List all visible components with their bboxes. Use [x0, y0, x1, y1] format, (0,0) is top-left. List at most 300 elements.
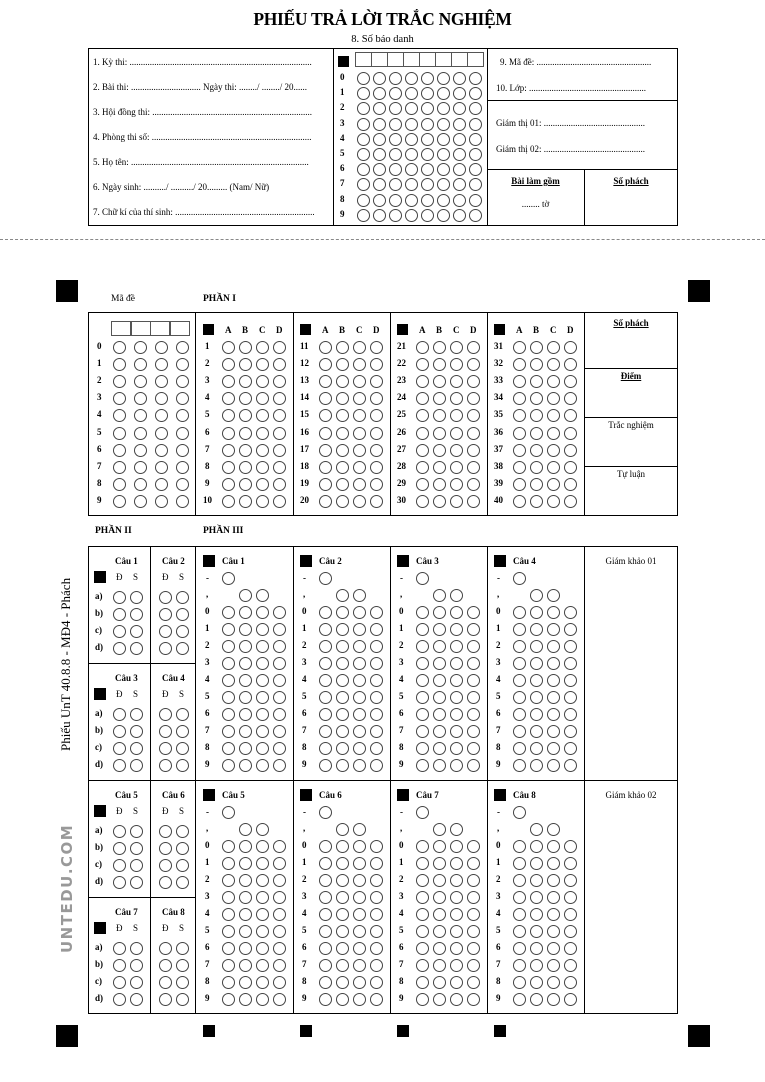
sbd-bubble[interactable] [373, 72, 386, 85]
answer-bubble[interactable] [239, 358, 252, 371]
digit-bubble[interactable] [450, 657, 463, 670]
digit-bubble[interactable] [222, 691, 235, 704]
digit-bubble[interactable] [319, 606, 332, 619]
digit-bubble[interactable] [467, 640, 480, 653]
digit-bubble[interactable] [273, 742, 286, 755]
answer-bubble[interactable] [530, 495, 543, 508]
digit-bubble[interactable] [256, 657, 269, 670]
digit-bubble[interactable] [353, 857, 366, 870]
digit-bubble[interactable] [273, 908, 286, 921]
digit-bubble[interactable] [273, 606, 286, 619]
sbd-bubble[interactable] [373, 133, 386, 146]
answer-bubble[interactable] [433, 358, 446, 371]
true-false-bubble[interactable] [130, 959, 143, 972]
digit-bubble[interactable] [319, 993, 332, 1006]
ma-de-bubble[interactable] [176, 478, 189, 491]
digit-bubble[interactable] [564, 742, 577, 755]
digit-bubble[interactable] [467, 708, 480, 721]
digit-bubble[interactable] [336, 674, 349, 687]
answer-bubble[interactable] [370, 444, 383, 457]
sbd-bubble[interactable] [357, 148, 370, 161]
digit-bubble[interactable] [222, 657, 235, 670]
digit-bubble[interactable] [564, 674, 577, 687]
digit-bubble[interactable] [256, 993, 269, 1006]
sbd-bubble[interactable] [357, 72, 370, 85]
digit-bubble[interactable] [433, 759, 446, 772]
digit-bubble[interactable] [416, 640, 429, 653]
digit-bubble[interactable] [416, 657, 429, 670]
answer-bubble[interactable] [564, 358, 577, 371]
ma-de-field[interactable]: 9. Mã đề: ................................................... [500, 57, 652, 67]
answer-bubble[interactable] [433, 478, 446, 491]
answer-bubble[interactable] [353, 427, 366, 440]
true-false-bubble[interactable] [130, 742, 143, 755]
answer-bubble[interactable] [256, 427, 269, 440]
digit-bubble[interactable] [319, 759, 332, 772]
ma-de-bubble[interactable] [113, 495, 126, 508]
digit-bubble[interactable] [450, 976, 463, 989]
answer-bubble[interactable] [273, 478, 286, 491]
true-false-bubble[interactable] [176, 591, 189, 604]
digit-bubble[interactable] [336, 908, 349, 921]
ma-de-bubble[interactable] [155, 341, 168, 354]
minus-bubble[interactable] [222, 806, 235, 819]
answer-bubble[interactable] [467, 461, 480, 474]
digit-bubble[interactable] [450, 606, 463, 619]
digit-bubble[interactable] [416, 942, 429, 955]
digit-bubble[interactable] [239, 959, 252, 972]
answer-bubble[interactable] [450, 495, 463, 508]
answer-bubble[interactable] [450, 427, 463, 440]
digit-bubble[interactable] [370, 606, 383, 619]
true-false-bubble[interactable] [176, 976, 189, 989]
digit-bubble[interactable] [239, 993, 252, 1006]
digit-bubble[interactable] [513, 640, 526, 653]
true-false-bubble[interactable] [176, 725, 189, 738]
digit-bubble[interactable] [353, 993, 366, 1006]
digit-bubble[interactable] [319, 891, 332, 904]
digit-bubble[interactable] [319, 691, 332, 704]
answer-bubble[interactable] [547, 358, 560, 371]
digit-bubble[interactable] [450, 874, 463, 887]
digit-bubble[interactable] [353, 640, 366, 653]
answer-bubble[interactable] [433, 444, 446, 457]
digit-bubble[interactable] [467, 891, 480, 904]
sbd-bubble[interactable] [357, 194, 370, 207]
digit-bubble[interactable] [433, 742, 446, 755]
comma-bubble[interactable] [239, 823, 252, 836]
answer-bubble[interactable] [273, 461, 286, 474]
sbd-bubble[interactable] [389, 118, 402, 131]
true-false-bubble[interactable] [159, 942, 172, 955]
digit-bubble[interactable] [319, 942, 332, 955]
digit-bubble[interactable] [450, 959, 463, 972]
digit-bubble[interactable] [256, 908, 269, 921]
answer-bubble[interactable] [416, 444, 429, 457]
digit-bubble[interactable] [336, 640, 349, 653]
true-false-bubble[interactable] [159, 759, 172, 772]
digit-bubble[interactable] [370, 874, 383, 887]
digit-bubble[interactable] [416, 874, 429, 887]
answer-bubble[interactable] [416, 358, 429, 371]
answer-bubble[interactable] [433, 495, 446, 508]
digit-bubble[interactable] [370, 742, 383, 755]
digit-bubble[interactable] [222, 942, 235, 955]
sbd-digit-box[interactable] [419, 52, 436, 67]
sbd-bubble[interactable] [405, 148, 418, 161]
digit-bubble[interactable] [513, 742, 526, 755]
info-field-7[interactable]: 7. Chữ kí của thí sinh: .............................................................. [93, 207, 315, 217]
sbd-bubble[interactable] [437, 148, 450, 161]
digit-bubble[interactable] [433, 942, 446, 955]
digit-bubble[interactable] [547, 674, 560, 687]
sbd-bubble[interactable] [421, 148, 434, 161]
digit-bubble[interactable] [564, 925, 577, 938]
sbd-bubble[interactable] [453, 148, 466, 161]
digit-bubble[interactable] [467, 623, 480, 636]
sbd-bubble[interactable] [373, 148, 386, 161]
answer-bubble[interactable] [467, 478, 480, 491]
info-field-2[interactable]: 2. Bài thi: ............................... Ngày thi: ......../ ......../ 20...... [93, 82, 307, 92]
digit-bubble[interactable] [467, 742, 480, 755]
digit-bubble[interactable] [433, 959, 446, 972]
digit-bubble[interactable] [336, 606, 349, 619]
digit-bubble[interactable] [547, 891, 560, 904]
ma-de-digit-box[interactable] [150, 321, 170, 336]
answer-bubble[interactable] [547, 341, 560, 354]
sbd-bubble[interactable] [469, 148, 482, 161]
digit-bubble[interactable] [547, 725, 560, 738]
digit-bubble[interactable] [273, 759, 286, 772]
ma-de-digit-box[interactable] [111, 321, 131, 336]
digit-bubble[interactable] [273, 993, 286, 1006]
digit-bubble[interactable] [433, 857, 446, 870]
true-false-bubble[interactable] [130, 825, 143, 838]
digit-bubble[interactable] [239, 857, 252, 870]
digit-bubble[interactable] [433, 874, 446, 887]
answer-bubble[interactable] [222, 478, 235, 491]
digit-bubble[interactable] [530, 840, 543, 853]
true-false-bubble[interactable] [130, 642, 143, 655]
true-false-bubble[interactable] [113, 993, 126, 1006]
answer-bubble[interactable] [370, 427, 383, 440]
sbd-bubble[interactable] [437, 133, 450, 146]
digit-bubble[interactable] [336, 708, 349, 721]
digit-bubble[interactable] [416, 908, 429, 921]
digit-bubble[interactable] [370, 674, 383, 687]
digit-bubble[interactable] [513, 759, 526, 772]
digit-bubble[interactable] [336, 891, 349, 904]
digit-bubble[interactable] [319, 925, 332, 938]
digit-bubble[interactable] [370, 840, 383, 853]
sbd-bubble[interactable] [405, 133, 418, 146]
true-false-bubble[interactable] [159, 608, 172, 621]
minus-bubble[interactable] [513, 572, 526, 585]
digit-bubble[interactable] [467, 976, 480, 989]
sbd-bubble[interactable] [389, 209, 402, 222]
digit-bubble[interactable] [513, 606, 526, 619]
digit-bubble[interactable] [433, 691, 446, 704]
sbd-bubble[interactable] [405, 118, 418, 131]
digit-bubble[interactable] [273, 674, 286, 687]
digit-bubble[interactable] [222, 993, 235, 1006]
sbd-bubble[interactable] [421, 72, 434, 85]
true-false-bubble[interactable] [176, 608, 189, 621]
comma-bubble[interactable] [336, 589, 349, 602]
digit-bubble[interactable] [513, 708, 526, 721]
digit-bubble[interactable] [433, 891, 446, 904]
digit-bubble[interactable] [239, 759, 252, 772]
digit-bubble[interactable] [530, 759, 543, 772]
true-false-bubble[interactable] [159, 625, 172, 638]
answer-bubble[interactable] [416, 427, 429, 440]
sbd-digit-box[interactable] [435, 52, 452, 67]
digit-bubble[interactable] [239, 674, 252, 687]
answer-bubble[interactable] [222, 495, 235, 508]
digit-bubble[interactable] [239, 708, 252, 721]
digit-bubble[interactable] [370, 908, 383, 921]
sbd-digit-box[interactable] [467, 52, 484, 67]
digit-bubble[interactable] [319, 857, 332, 870]
digit-bubble[interactable] [416, 840, 429, 853]
answer-bubble[interactable] [513, 341, 526, 354]
digit-bubble[interactable] [547, 976, 560, 989]
sbd-bubble[interactable] [453, 133, 466, 146]
digit-bubble[interactable] [564, 759, 577, 772]
digit-bubble[interactable] [319, 976, 332, 989]
sbd-bubble[interactable] [437, 118, 450, 131]
answer-bubble[interactable] [416, 461, 429, 474]
digit-bubble[interactable] [336, 959, 349, 972]
sbd-bubble[interactable] [405, 194, 418, 207]
info-field-3[interactable]: 3. Hội đồng thi: ....................................................................... [93, 107, 313, 117]
digit-bubble[interactable] [273, 959, 286, 972]
true-false-bubble[interactable] [113, 876, 126, 889]
digit-bubble[interactable] [513, 857, 526, 870]
answer-bubble[interactable] [530, 341, 543, 354]
true-false-bubble[interactable] [130, 842, 143, 855]
digit-bubble[interactable] [370, 657, 383, 670]
minus-bubble[interactable] [319, 806, 332, 819]
digit-bubble[interactable] [336, 942, 349, 955]
giam-thi-02-field[interactable]: Giám thị 02: ............................................. [496, 144, 645, 154]
digit-bubble[interactable] [450, 674, 463, 687]
digit-bubble[interactable] [416, 708, 429, 721]
ma-de-bubble[interactable] [113, 461, 126, 474]
digit-bubble[interactable] [530, 993, 543, 1006]
ma-de-bubble[interactable] [134, 461, 147, 474]
digit-bubble[interactable] [433, 640, 446, 653]
minus-bubble[interactable] [513, 806, 526, 819]
answer-bubble[interactable] [239, 478, 252, 491]
sbd-bubble[interactable] [405, 72, 418, 85]
ma-de-bubble[interactable] [155, 444, 168, 457]
digit-bubble[interactable] [564, 874, 577, 887]
sbd-bubble[interactable] [389, 148, 402, 161]
digit-bubble[interactable] [273, 874, 286, 887]
true-false-bubble[interactable] [113, 976, 126, 989]
digit-bubble[interactable] [239, 657, 252, 670]
digit-bubble[interactable] [547, 640, 560, 653]
giam-thi-01-field[interactable]: Giám thị 01: ............................................. [496, 118, 645, 128]
true-false-bubble[interactable] [176, 642, 189, 655]
digit-bubble[interactable] [416, 742, 429, 755]
digit-bubble[interactable] [353, 708, 366, 721]
digit-bubble[interactable] [319, 874, 332, 887]
sbd-bubble[interactable] [437, 72, 450, 85]
digit-bubble[interactable] [433, 993, 446, 1006]
digit-bubble[interactable] [450, 891, 463, 904]
digit-bubble[interactable] [530, 623, 543, 636]
sbd-digit-box[interactable] [387, 52, 404, 67]
ma-de-digit-box[interactable] [170, 321, 190, 336]
true-false-bubble[interactable] [159, 993, 172, 1006]
true-false-bubble[interactable] [113, 708, 126, 721]
digit-bubble[interactable] [513, 993, 526, 1006]
true-false-bubble[interactable] [113, 642, 126, 655]
minus-bubble[interactable] [416, 572, 429, 585]
digit-bubble[interactable] [336, 925, 349, 938]
answer-bubble[interactable] [239, 495, 252, 508]
answer-bubble[interactable] [450, 444, 463, 457]
digit-bubble[interactable] [239, 840, 252, 853]
digit-bubble[interactable] [547, 925, 560, 938]
digit-bubble[interactable] [416, 976, 429, 989]
true-false-bubble[interactable] [176, 825, 189, 838]
answer-bubble[interactable] [353, 444, 366, 457]
true-false-bubble[interactable] [130, 976, 143, 989]
digit-bubble[interactable] [239, 874, 252, 887]
answer-bubble[interactable] [370, 478, 383, 491]
ma-de-bubble[interactable] [113, 358, 126, 371]
true-false-bubble[interactable] [159, 959, 172, 972]
answer-bubble[interactable] [273, 444, 286, 457]
digit-bubble[interactable] [319, 959, 332, 972]
digit-bubble[interactable] [547, 623, 560, 636]
digit-bubble[interactable] [336, 993, 349, 1006]
digit-bubble[interactable] [450, 742, 463, 755]
answer-bubble[interactable] [547, 444, 560, 457]
digit-bubble[interactable] [416, 623, 429, 636]
digit-bubble[interactable] [273, 840, 286, 853]
digit-bubble[interactable] [547, 759, 560, 772]
answer-bubble[interactable] [273, 427, 286, 440]
digit-bubble[interactable] [353, 674, 366, 687]
answer-bubble[interactable] [416, 495, 429, 508]
digit-bubble[interactable] [256, 623, 269, 636]
true-false-bubble[interactable] [176, 759, 189, 772]
digit-bubble[interactable] [353, 891, 366, 904]
digit-bubble[interactable] [467, 691, 480, 704]
digit-bubble[interactable] [239, 725, 252, 738]
digit-bubble[interactable] [467, 606, 480, 619]
digit-bubble[interactable] [513, 942, 526, 955]
digit-bubble[interactable] [467, 657, 480, 670]
digit-bubble[interactable] [336, 857, 349, 870]
true-false-bubble[interactable] [176, 859, 189, 872]
digit-bubble[interactable] [273, 891, 286, 904]
digit-bubble[interactable] [467, 674, 480, 687]
digit-bubble[interactable] [336, 840, 349, 853]
digit-bubble[interactable] [530, 857, 543, 870]
answer-bubble[interactable] [353, 358, 366, 371]
comma-bubble[interactable] [433, 823, 446, 836]
digit-bubble[interactable] [256, 857, 269, 870]
sbd-bubble[interactable] [469, 118, 482, 131]
digit-bubble[interactable] [416, 857, 429, 870]
sbd-bubble[interactable] [469, 209, 482, 222]
ma-de-bubble[interactable] [134, 444, 147, 457]
digit-bubble[interactable] [336, 874, 349, 887]
minus-bubble[interactable] [222, 572, 235, 585]
digit-bubble[interactable] [256, 959, 269, 972]
digit-bubble[interactable] [222, 840, 235, 853]
comma-bubble[interactable] [450, 589, 463, 602]
true-false-bubble[interactable] [130, 759, 143, 772]
true-false-bubble[interactable] [159, 725, 172, 738]
answer-bubble[interactable] [336, 461, 349, 474]
digit-bubble[interactable] [564, 840, 577, 853]
digit-bubble[interactable] [467, 959, 480, 972]
comma-bubble[interactable] [450, 823, 463, 836]
digit-bubble[interactable] [450, 640, 463, 653]
answer-bubble[interactable] [416, 341, 429, 354]
digit-bubble[interactable] [256, 691, 269, 704]
digit-bubble[interactable] [530, 942, 543, 955]
digit-bubble[interactable] [239, 891, 252, 904]
answer-bubble[interactable] [370, 341, 383, 354]
digit-bubble[interactable] [416, 691, 429, 704]
digit-bubble[interactable] [564, 857, 577, 870]
answer-bubble[interactable] [353, 478, 366, 491]
sbd-bubble[interactable] [453, 209, 466, 222]
digit-bubble[interactable] [513, 725, 526, 738]
true-false-bubble[interactable] [113, 608, 126, 621]
true-false-bubble[interactable] [113, 742, 126, 755]
digit-bubble[interactable] [239, 640, 252, 653]
digit-bubble[interactable] [416, 959, 429, 972]
answer-bubble[interactable] [513, 478, 526, 491]
answer-bubble[interactable] [222, 427, 235, 440]
digit-bubble[interactable] [530, 708, 543, 721]
digit-bubble[interactable] [433, 725, 446, 738]
digit-bubble[interactable] [256, 942, 269, 955]
digit-bubble[interactable] [530, 606, 543, 619]
true-false-bubble[interactable] [176, 842, 189, 855]
digit-bubble[interactable] [416, 606, 429, 619]
digit-bubble[interactable] [336, 725, 349, 738]
so-to-field[interactable]: ........ tờ [521, 199, 550, 209]
digit-bubble[interactable] [513, 874, 526, 887]
digit-bubble[interactable] [547, 708, 560, 721]
ma-de-bubble[interactable] [134, 341, 147, 354]
digit-bubble[interactable] [319, 742, 332, 755]
answer-bubble[interactable] [256, 444, 269, 457]
digit-bubble[interactable] [222, 725, 235, 738]
digit-bubble[interactable] [564, 942, 577, 955]
true-false-bubble[interactable] [176, 959, 189, 972]
digit-bubble[interactable] [547, 942, 560, 955]
digit-bubble[interactable] [353, 742, 366, 755]
digit-bubble[interactable] [416, 674, 429, 687]
digit-bubble[interactable] [256, 840, 269, 853]
answer-bubble[interactable] [222, 358, 235, 371]
digit-bubble[interactable] [530, 691, 543, 704]
ma-de-bubble[interactable] [113, 478, 126, 491]
comma-bubble[interactable] [547, 823, 560, 836]
digit-bubble[interactable] [513, 891, 526, 904]
digit-bubble[interactable] [222, 708, 235, 721]
